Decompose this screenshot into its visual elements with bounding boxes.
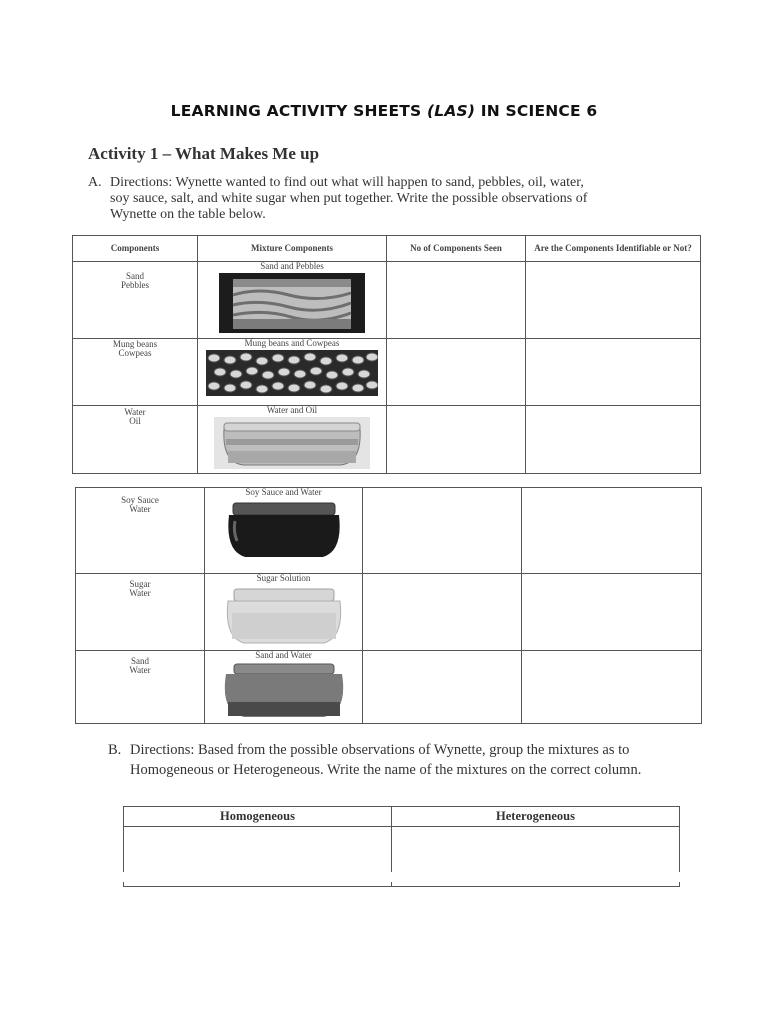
table-row <box>73 262 701 339</box>
part-b-line-2: Homogeneous or Heterogeneous. Write the name of the mixtures on the correct column. <box>130 762 642 778</box>
mixture-cell <box>198 262 387 339</box>
part-a-line-2: soy sauce, salt, and white sugar when put together. Write the possible observations of <box>110 191 588 206</box>
part-a-label: A. <box>88 175 102 190</box>
sugar-solution-jar-photo <box>218 587 350 645</box>
components-cell: Mung beans Cowpeas <box>73 339 198 406</box>
observation-table-2 <box>75 487 702 724</box>
part-b-label: B. <box>108 742 122 758</box>
answer-cell[interactable] <box>522 488 702 574</box>
header-identifiable: Are the Components Identifiable or Not? <box>526 236 701 262</box>
answer-cell[interactable] <box>526 262 701 339</box>
activity-title: Activity 1 – What Makes Me up <box>88 144 320 163</box>
mixture-label: Sand and Pebbles <box>260 261 324 271</box>
header-no-of-components: No of Components Seen <box>387 236 526 262</box>
page-break-cover <box>118 872 688 882</box>
part-b-line-1: Directions: Based from the possible observations of Wynette, group the mixtures as to <box>130 742 630 758</box>
header-components: Components <box>73 236 198 262</box>
table-row <box>73 406 701 474</box>
part-b-directions <box>108 740 708 780</box>
answer-cell[interactable] <box>363 651 522 724</box>
sand-pebbles-jar-photo <box>219 273 365 333</box>
answer-cell[interactable] <box>363 574 522 651</box>
components-cell: Sand Water <box>76 651 205 724</box>
components-cell: Sugar Water <box>76 574 205 651</box>
observation-table-1 <box>72 235 701 474</box>
components-cell: Soy Sauce Water <box>76 488 205 574</box>
mixture-label: Soy Sauce and Water <box>245 487 322 497</box>
answer-cell[interactable] <box>526 406 701 474</box>
mixture-cell <box>205 488 363 574</box>
header-homogeneous: Homogeneous <box>124 807 392 827</box>
mixture-label: Mung beans and Cowpeas <box>244 338 340 348</box>
water-oil-jar-photo <box>214 417 370 469</box>
mixture-cell <box>205 574 363 651</box>
answer-cell[interactable] <box>387 339 526 406</box>
sand-water-jar-photo <box>216 662 352 718</box>
answer-cell[interactable] <box>363 488 522 574</box>
mixture-label: Sugar Solution <box>256 573 311 583</box>
answer-cell[interactable] <box>387 406 526 474</box>
table-row <box>73 339 701 406</box>
part-a-directions <box>88 175 723 223</box>
header-heterogeneous: Heterogeneous <box>392 807 680 827</box>
answer-cell[interactable] <box>526 339 701 406</box>
mixture-label: Sand and Water <box>255 650 312 660</box>
header-mixture-components: Mixture Components <box>198 236 387 262</box>
part-a-line-3: Wynette on the table below. <box>110 207 266 222</box>
mixture-cell <box>205 651 363 724</box>
answer-cell[interactable] <box>522 574 702 651</box>
components-cell: Water Oil <box>73 406 198 474</box>
page-title: LEARNING ACTIVITY SHEETS (LAS) IN SCIENCE 6 <box>170 102 598 120</box>
table-row <box>76 574 702 651</box>
part-a-line-1: Directions: Wynette wanted to find out what will happen to sand, pebbles, oil, water, <box>110 175 584 190</box>
table-row <box>76 651 702 724</box>
components-cell: Sand Pebbles <box>73 262 198 339</box>
answer-cell[interactable] <box>522 651 702 724</box>
mixture-cell <box>198 339 387 406</box>
answer-cell[interactable] <box>387 262 526 339</box>
mixture-label: Water and Oil <box>266 405 318 415</box>
mung-beans-cowpeas-photo <box>206 350 378 396</box>
table-row <box>76 488 702 574</box>
soy-sauce-jar-photo <box>219 501 349 559</box>
mixture-cell <box>198 406 387 474</box>
